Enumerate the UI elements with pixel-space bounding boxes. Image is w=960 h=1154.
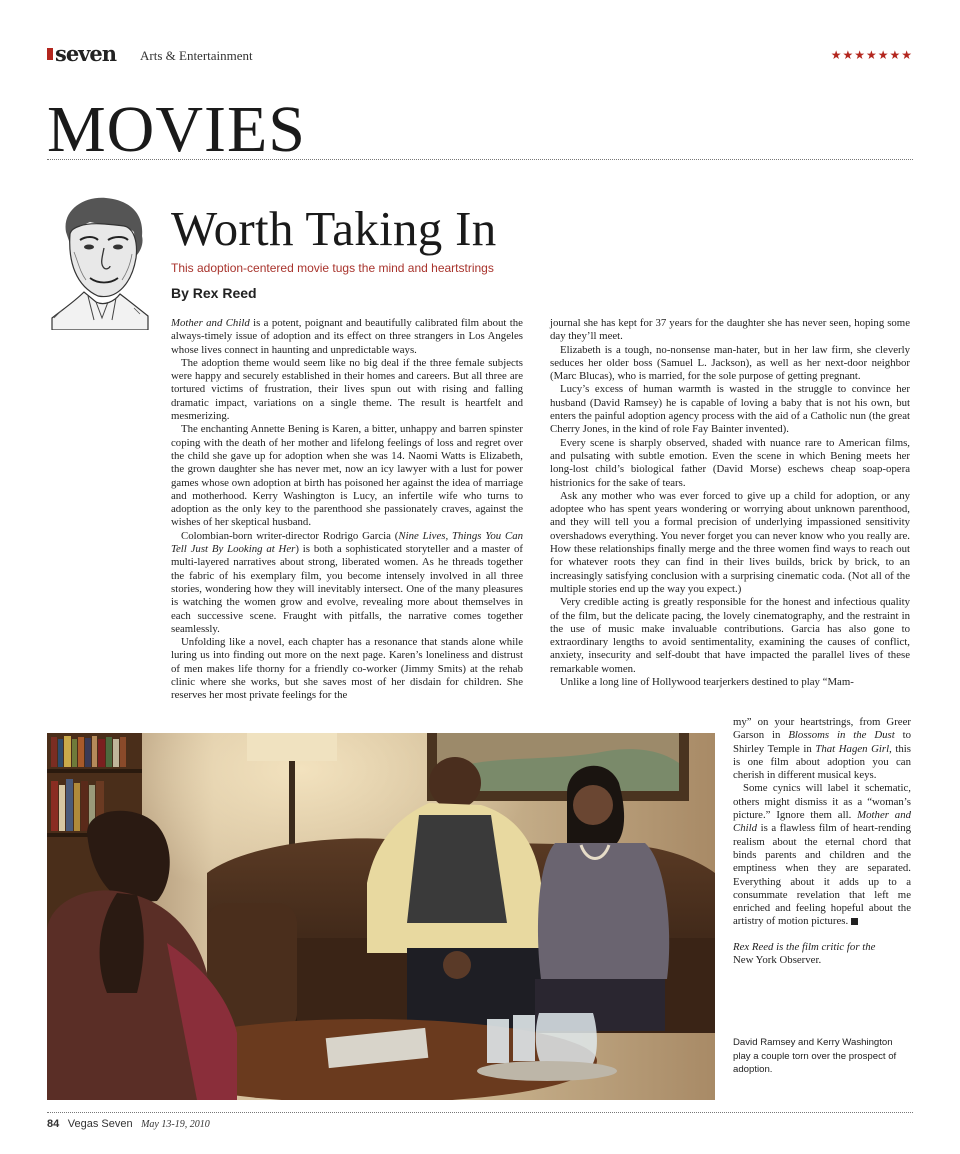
section-title: MOVIES [47, 93, 307, 166]
credit-publication: New York Observer. [733, 954, 822, 967]
page-header [47, 43, 913, 67]
author-credit [733, 941, 911, 968]
seven-logo: seven [55, 41, 117, 66]
critic-portrait-illustration [44, 192, 156, 330]
credit-italic: Rex Reed is the film critic for the [733, 940, 876, 953]
film-still-photo [47, 733, 715, 1100]
byline: By Rex Reed [171, 285, 257, 301]
article-paragraph: Elizabeth is a tough, no-nonsense man-hater, but in her law firm, she cleverly seduces her older boss (Samuel L. Jackson), as well as her next-door neighbor (Marc Blucas), who is married, for the sole purpose of getting pregnant. [550, 343, 910, 383]
section-label: Arts & Entertainment [140, 48, 253, 63]
article-subtitle: This adoption-centered movie tugs the mind and heartstrings [171, 261, 494, 275]
article-paragraph: my” on your heartstrings, from Greer Garson in Blossoms in the Dust to Shirley Temple in That Hagen Girl, this is one film about adoption you can cherish in different musical keys. [733, 716, 912, 782]
end-mark-icon [851, 918, 858, 925]
page-footer [47, 1118, 210, 1130]
article-paragraph: Unlike a long line of Hollywood tearjerkers destined to play “Mam- [560, 676, 854, 689]
article-column-2 [550, 317, 910, 689]
article-column-1 [171, 317, 523, 703]
title-divider [47, 159, 913, 160]
star-rating-icon: ★★★★★★★ [830, 48, 913, 62]
logo-mark [47, 48, 53, 60]
article-paragraph: Every scene is sharply observed, shaded with nuance rare to American films, and pulsating with subtle emotion. Even the scene in which Bening meets her long-lost child’s biological father (David Morse) eschews cheap soap-opera histrionics for the sake of tears. [550, 436, 910, 489]
article-paragraph: Very credible acting is greatly responsible for the honest and infectious quality of the film, but the delicate pacing, the lovely cinematography, and the restraint in the use of music make invaluable contributions. Garcia has also gone to extraordinary lengths to avoid sentimentality, examining the causes of conflict, anxiety, insecurity and self-doubt that have impacted the parallel lives of these remarkable women. [550, 596, 910, 675]
article-paragraph: Colombian-born writer-director Rodrigo Garcia (Nine Lives, Things You Can Tell Just By Looking at Her) is both a sophisticated storyteller and a master of multi-layered narratives about strong, liberated women. As he threads together the fabric of his exemplary film, you become intensely involved in all three stories, wondering how they will inevitably intersect. One of the many pleasures is watching the women grow and evolve, revealing more about themselves in each successive scene. Fraught with pitfalls, the narrative comes together seamlessly. [171, 529, 524, 635]
article-paragraph: Some cynics will label it schematic, others might dismiss it as a “woman’s picture.” Ignore them all. Mother and Child is a flawless film of heart-rending realism about the eternal chord that binds parents and children and the emptiness when they are separated. Everything about it adds up to a consummate revelation that left me enriched and feeling hopeful about the artistry of motion pictures. [733, 782, 911, 928]
article-paragraph: The adoption theme would seem like no big deal if the three female subjects were happy and securely established in their homes and careers. But all three are tortured victims of frustration, their lives spun out with rising and falling dramatic impact, variations on a single theme. The result is heartfelt and mesmerizing. [171, 356, 523, 423]
publication-name: Vegas Seven [67, 1118, 133, 1130]
article-paragraph: Ask any mother who was ever forced to give up a child for adoption, or any adoptee who has spent years wondering or worrying about unknown parenthood, and they will tell you a formal precision of underlying impassioned sensitivity overshadows everything. You never forget you can never know who you really are. How these relationships finally merge and the three women find ways to reach out for whatever roots they can find in their lives builds, brick by brick, to an increasingly satisfying conclusion with a surprising cinematic coda. (Not all of the multiple stories end up the way you expect.) [550, 489, 910, 595]
article-paragraph: Mother and Child is a potent, poignant and beautifully calibrated film about the always-timely issue of adoption and its effect on three strangers in Los Angeles whose lives connect in haunting and unpredictable ways. [171, 317, 523, 356]
photo-caption: David Ramsey and Kerry Washington play a couple torn over the prospect of adoption. [733, 1037, 897, 1075]
article-paragraph: journal she has kept for 37 years for the daughter she has never seen, hoping some day they’ll meet. [550, 317, 910, 343]
article-paragraph: Lucy’s excess of human warmth is wasted in the struggle to convince her husband (David Ramsey) he is capable of loving a baby that is not his own, but enters the painful adoption agency process with the aid of a Catholic nun (the great Cherry Jones, in the kind of role Fay Bainter invented). [550, 383, 910, 436]
article-paragraph: Unfolding like a novel, each chapter has a resonance that stands alone while luring us into finding out more on the next page. Karen’s loneliness and distrust of men makes life thorny for a friendly co-worker (Jimmy Smits) at the rehab clinic where she works, but she saves most of her disdain for children. She reserves her most private feelings for the [171, 636, 523, 702]
article-title: Worth Taking In [171, 201, 497, 256]
article-column-2-continued [733, 716, 911, 967]
column-2-continued-text [733, 716, 911, 929]
article-paragraph: The enchanting Annette Bening is Karen, a bitter, unhappy and barren spinster coping with the death of her mother and lifelong feelings of loss and regret over the child she gave up for adoption when she was 14. Naomi Watts is Elizabeth, the grown daughter she has never met, now an icy lawyer with a lust for power games whose own adoption at birth has poisoned her against the idea of marriage and motherhood. Kerry Washington is Lucy, an infertile wife who turns to adoption as the only key to the parenthood she passionately craves, against the wishes of her skeptical husband. [171, 423, 523, 529]
issue-date: May 13-19, 2010 [141, 1119, 210, 1130]
footer-divider [47, 1112, 913, 1113]
page-number: 84 [47, 1118, 60, 1130]
